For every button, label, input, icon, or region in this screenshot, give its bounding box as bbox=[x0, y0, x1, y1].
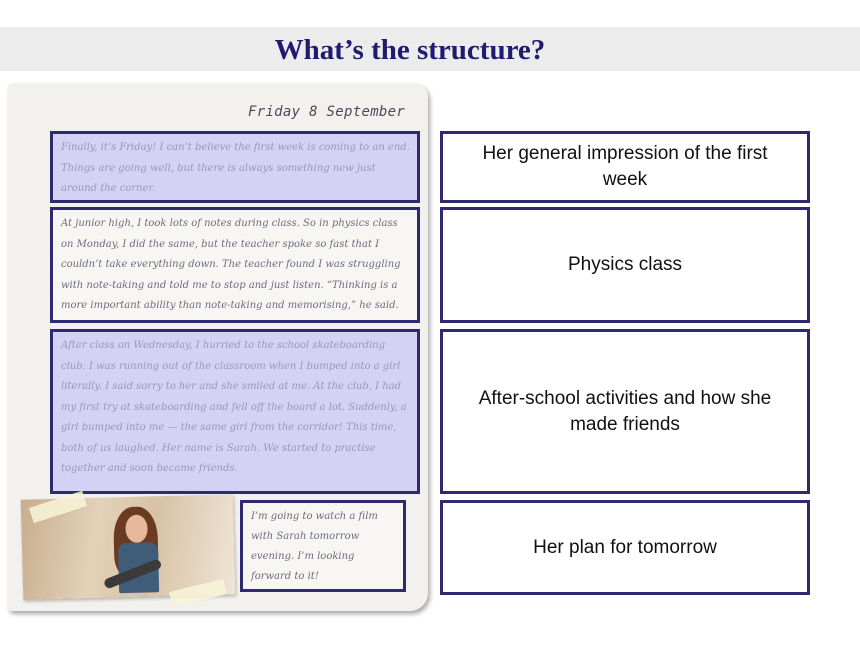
diary-paragraph-physics: At junior high, I took lots of notes during class. So in physics class on Monday, I did the same, but the teacher spoke so fast that I couldn’t take everything down. The teacher found I was struggling with note-taking and told me to stop and just listen. “Thinking is a more important ability than note-taking and memorising,” he said. bbox=[50, 207, 420, 323]
summary-box-physics: Physics class bbox=[440, 207, 810, 323]
diary-paragraph-impression: Finally, it’s Friday! I can’t believe the first week is coming to an end. Things are going well, but there is always something new just around the corner. bbox=[50, 131, 420, 203]
diary-paragraph-activities: After class on Wednesday, I hurried to the school skateboarding club. I was running out of the classroom when I bumped into a girl literally. I said sorry to her and she smiled at me. At the club, I had my first try at skateboarding and fell off the board a lot. Suddenly, a girl bumped into me — the same girl from the corridor! This time, both of us laughed. Her name is Sarah. We started to practise together and soon became friends. bbox=[50, 329, 420, 494]
diary-paragraph-plan: I’m going to watch a film with Sarah tomorrow evening. I’m looking forward to it! bbox=[240, 500, 406, 592]
slide-title: What’s the structure? bbox=[274, 34, 546, 66]
summary-box-plan: Her plan for tomorrow bbox=[440, 500, 810, 595]
diary-date: Friday 8 September bbox=[248, 104, 406, 120]
summary-box-impression: Her general impression of the first week bbox=[440, 131, 810, 203]
summary-box-activities: After-school activities and how she made friends bbox=[440, 329, 810, 494]
